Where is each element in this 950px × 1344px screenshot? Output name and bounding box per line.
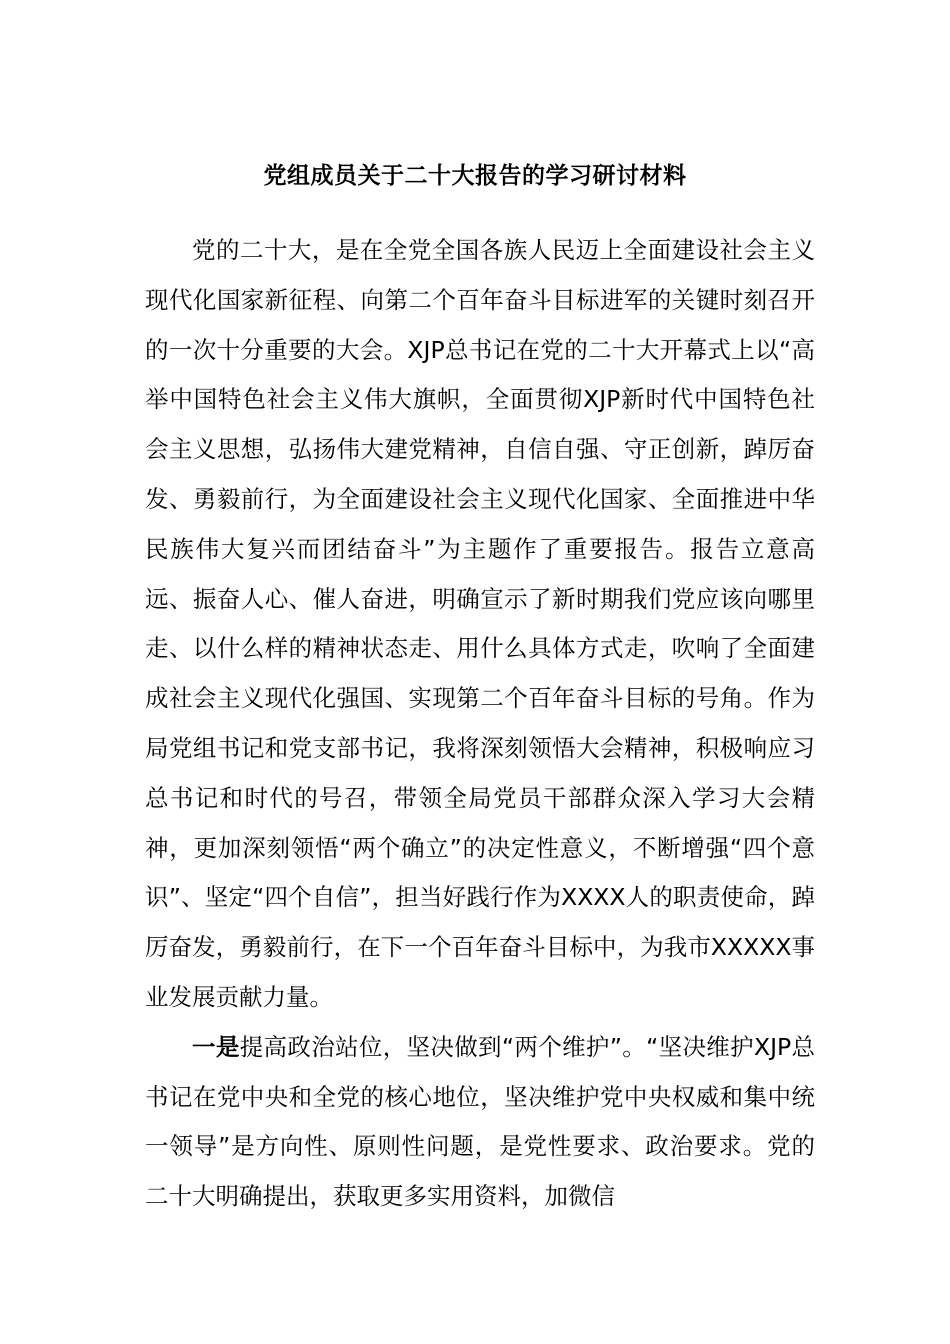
paragraph-point-one-lead: 一是 <box>192 1032 240 1061</box>
paragraph-point-one-text: 提高政治站位，坚决做到“两个维护”。“坚决维护XJP总书记在党中央和全党的核心地位，坚决维护党中央权威和集中统一领导”是方向性、原则性问题，是党性要求、政治要求。党的二十大明确提出，获取更多实用资料，加微信 <box>145 1032 816 1211</box>
paragraph-intro: 党的二十大，是在全党全国各族人民迈上全面建设社会主义现代化国家新征程、向第二个百年奋斗目标进军的关键时刻召开的一次十分重要的大会。XJP总书记在党的二十大开幕式上以“高举中国特色社会主义伟大旗帜，全面贯彻XJP新时代中国特色社会主义思想，弘扬伟大建党精神，自信自强、守正创新，踔厉奋发、勇毅前行，为全面建设社会主义现代化国家、全面推进中华民族伟大复兴而团结奋斗”为主题作了重要报告。报告立意高远、振奋人心、催人奋进，明确宣示了新时期我们党应该向哪里走、以什么样的精神状态走、用什么具体方式走，吹响了全面建成社会主义现代化强国、实现第二个百年奋斗目标的号角。作为局党组书记和党支部书记，我将深刻领悟大会精神，积极响应习总书记和时代的号召，带领全局党员干部群众深入学习大会精神，更加深刻领悟“两个确立”的决定性意义，不断增强“四个意识”、坚定“四个自信”，担当好践行作为XXXX人的职责使命，踔厉奋发，勇毅前行，在下一个百年奋斗目标中，为我市XXXXX事业发展贡献力量。 <box>145 236 815 1011</box>
document-title: 党组成员关于二十大报告的学习研讨材料 <box>263 163 687 189</box>
paragraph-point-one <box>145 1023 815 1222</box>
document-body <box>145 226 815 1222</box>
